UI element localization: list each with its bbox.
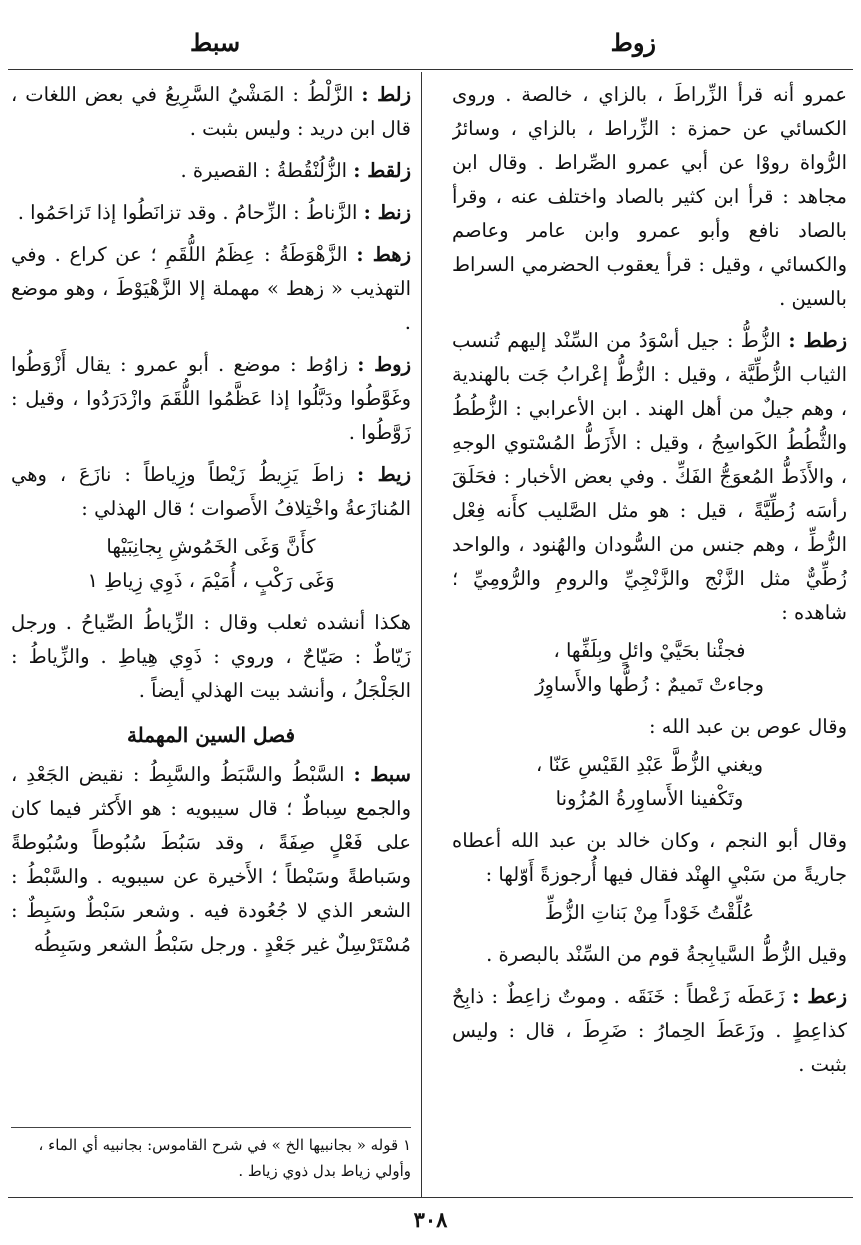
verse-line: كأَنَّ وَغَى الخَمُوشِ بِجانِبَيْها [106,535,316,558]
headword: زلط : [361,83,411,106]
left-column [11,78,411,1193]
verse-line: عُلِّقْتُ خَوْداً مِنْ بَناتِ الزُّطِّ [544,901,755,924]
headword: زوط : [357,353,411,376]
entry-text: الزُّطُّ : جيل أسْوَدُ من السِّنْد إليهم تُنسب الثياب الزُّطِّيَّة ، وقيل : الزُّطُّ إعْرابُ جَت بالهندية ، وهم جيلٌ من أهل الهند . ابن الأعرابي : الزُّطُطُ والثُّطُطُ الكَواسِجُ ، وقيل : الأَزَطُّ المُسْتوي الوجهِ ، والأَذَطُّ المُعوَجُّ الفَكِّ . وفي بعض الأخبار : فحَلَقَ رأسَه زُطِّيَّةً ، قيل : هو مثل الصَّليب كأَنه فِعْل الزُّطِّ ، وهم جنس من السُّودان والهُنود ، والواحد زُطِّيٌّ مثل الزَّنْج والزَّنْجِيِّ والرومِ والرُّومِيِّ ؛ شاهده : [452,329,847,624]
continuation-text: عمرو أنه قرأ الزِّراطَ ، بالزاي ، خالصة . وروى الكسائي عن حمزة : الزِّراط ، بالزاي ، وسائرُ الرُّواة رووْا عن أبي عمرو الصِّراط . وقال ابن مجاهد : قرأ ابن كثير بالصاد واختلف عنه ، وقرأ بالصاد نافع وأبو عمرو وابن عامر وعاصم والكسائي ، وقيل : قرأ يعقوب الحضرمي السراط بالسين . [452,83,847,310]
entry-zawat [11,348,411,450]
verse [11,530,411,598]
entry-text: الزَّهْوَطَةُ : عِظَمُ اللُّقَمِ ؛ عن كراع . وفي التهذيب « زهط » مهملة إلا الزَّهْيَوْطَ ، وهو موضع . [11,243,411,334]
headword: زنط : [363,201,411,224]
entry-zahwat [11,238,411,340]
running-header-right: زوط [610,28,656,57]
verse-line: وجاءتْ تَميمٌ : زُطُّها والأَساوِرُ [535,673,764,696]
entry-text: الزَّناطُ : الزِّحامُ . وقد تزانَطُوا إذا تَزاحَمُوا . [17,201,358,224]
headword: زعط : [792,985,847,1008]
entry-zanat [11,196,411,230]
footer-rule [8,1197,853,1198]
section-title: فصل السين المهملة [126,723,296,747]
entry-text: وقال عوص بن عبد الله : [649,715,847,738]
entry-zutt [452,324,847,972]
entry-text: الزُّلُنْقُطةُ : القصيرة . [180,159,348,182]
header-rule [8,69,853,70]
verse-line: وتَكْفينا الأَساوِرةُ المُزُونا [555,787,744,810]
verse [452,748,847,816]
headword: زيط : [356,463,411,486]
headword: زلقط : [353,159,411,182]
verse-line: وَغَى رَكْبٍ ، أُمَيْمَ ، ذَوِي زِياطِ ١ [87,569,335,592]
entry-text: زَعَطَه زَعْطاً : خَنَقَه . وموتٌ زاعِطٌ : ذابِحٌ كذاعِطٍ . وزَعَطَ الحِمارُ : ضَرِطَ ، قال : وليس بثبت . [452,985,847,1076]
verse-line: ويغني الزُّطَّ عَبْدِ القَيْسِ عَنّا ، [535,753,763,776]
page-number: ٣٠٨ [413,1207,448,1232]
running-header-left: سبط [190,28,241,57]
verse-line: فجئْنا بحَيَّيْ وائلٍ وبِلَفِّها ، [553,639,746,662]
column-divider [421,72,422,1197]
right-column [452,78,847,1193]
footnote: ١ قوله « بجانبيها الخ » في شرح القاموس: بجانبيه أي الماء ، وأولي زياط بدل ذوي زياط . [11,1127,411,1184]
verse [452,634,847,702]
continuation-paragraph [452,78,847,316]
entry-text: الزَّلْطُ : المَشْيُ السَّرِيعُ في بعض اللغات ، قال ابن دريد : وليس بثبت . [11,83,411,140]
verse [452,896,847,930]
entry-zalqat [11,154,411,188]
entry-text: وقال أبو النجم ، وكان خالد بن عبد الله أعطاه جاريةً من سَبْيِ الهِنْد فقال فيها أُرجوزةً أَوّلها : [452,829,847,886]
headword: سبط : [353,763,411,786]
entry-zalat [11,78,411,146]
entry-text: هكذا أنشده ثعلب وقال : الزِّياطُ الصِّياحُ . ورجل زَيّاطٌ : صَيّاحٌ ، وروي : ذَوِي هِياطِ . والزِّياطُ : الجَلْجَلُ ، وأنشد بيت الهذلي أيضاً . [11,611,411,702]
entry-text: السَّبْطُ والسَّبَطُ والسَّبِطُ : نقيض الجَعْدِ ، والجمع سِباطٌ ؛ قال سيبويه : هو الأَكثر فيما كان على فَعْلٍ صِفَةً ، وقد سَبُطَ سُبُوطاً وسُبُوطةً وسَباطةً وسَبْطاً ؛ الأَخيرة عن سيبويه . والسَّبْطُ : الشعر الذي لا جُعُودة فيه . وشعر سَبْطٌ وسَبِطٌ : مُسْتَرْسِلٌ غير جَعْدٍ . ورجل سَبْطُ الشعر وسَبِطُه [11,763,411,956]
entry-text: وقيل الزُّطُّ السَّيابِجةُ قوم من السِّنْد بالبصرة . [486,943,847,966]
entry-sabt [11,758,411,962]
headword: زطط : [788,329,847,352]
headword: زهط : [356,243,411,266]
entry-za3at [452,980,847,1082]
entry-text: زاطَ يَزِيطُ زَيْطاً وزِياطاً : نازَعَ ، وهي المُنازَعةُ واخْتِلافُ الأَصوات ؛ قال الهذلي : [11,463,411,520]
entry-zayat [11,458,411,708]
entry-text: زاوُط : موضع . أبو عمرو : يقال أَزْوَطُوا وغَوَّطُوا ودَبَّلُوا إذا عَظَّمُوا اللُّقَمَ وازْدَرَدُوا ، وقيل : زَوَّطُوا . [11,353,411,444]
